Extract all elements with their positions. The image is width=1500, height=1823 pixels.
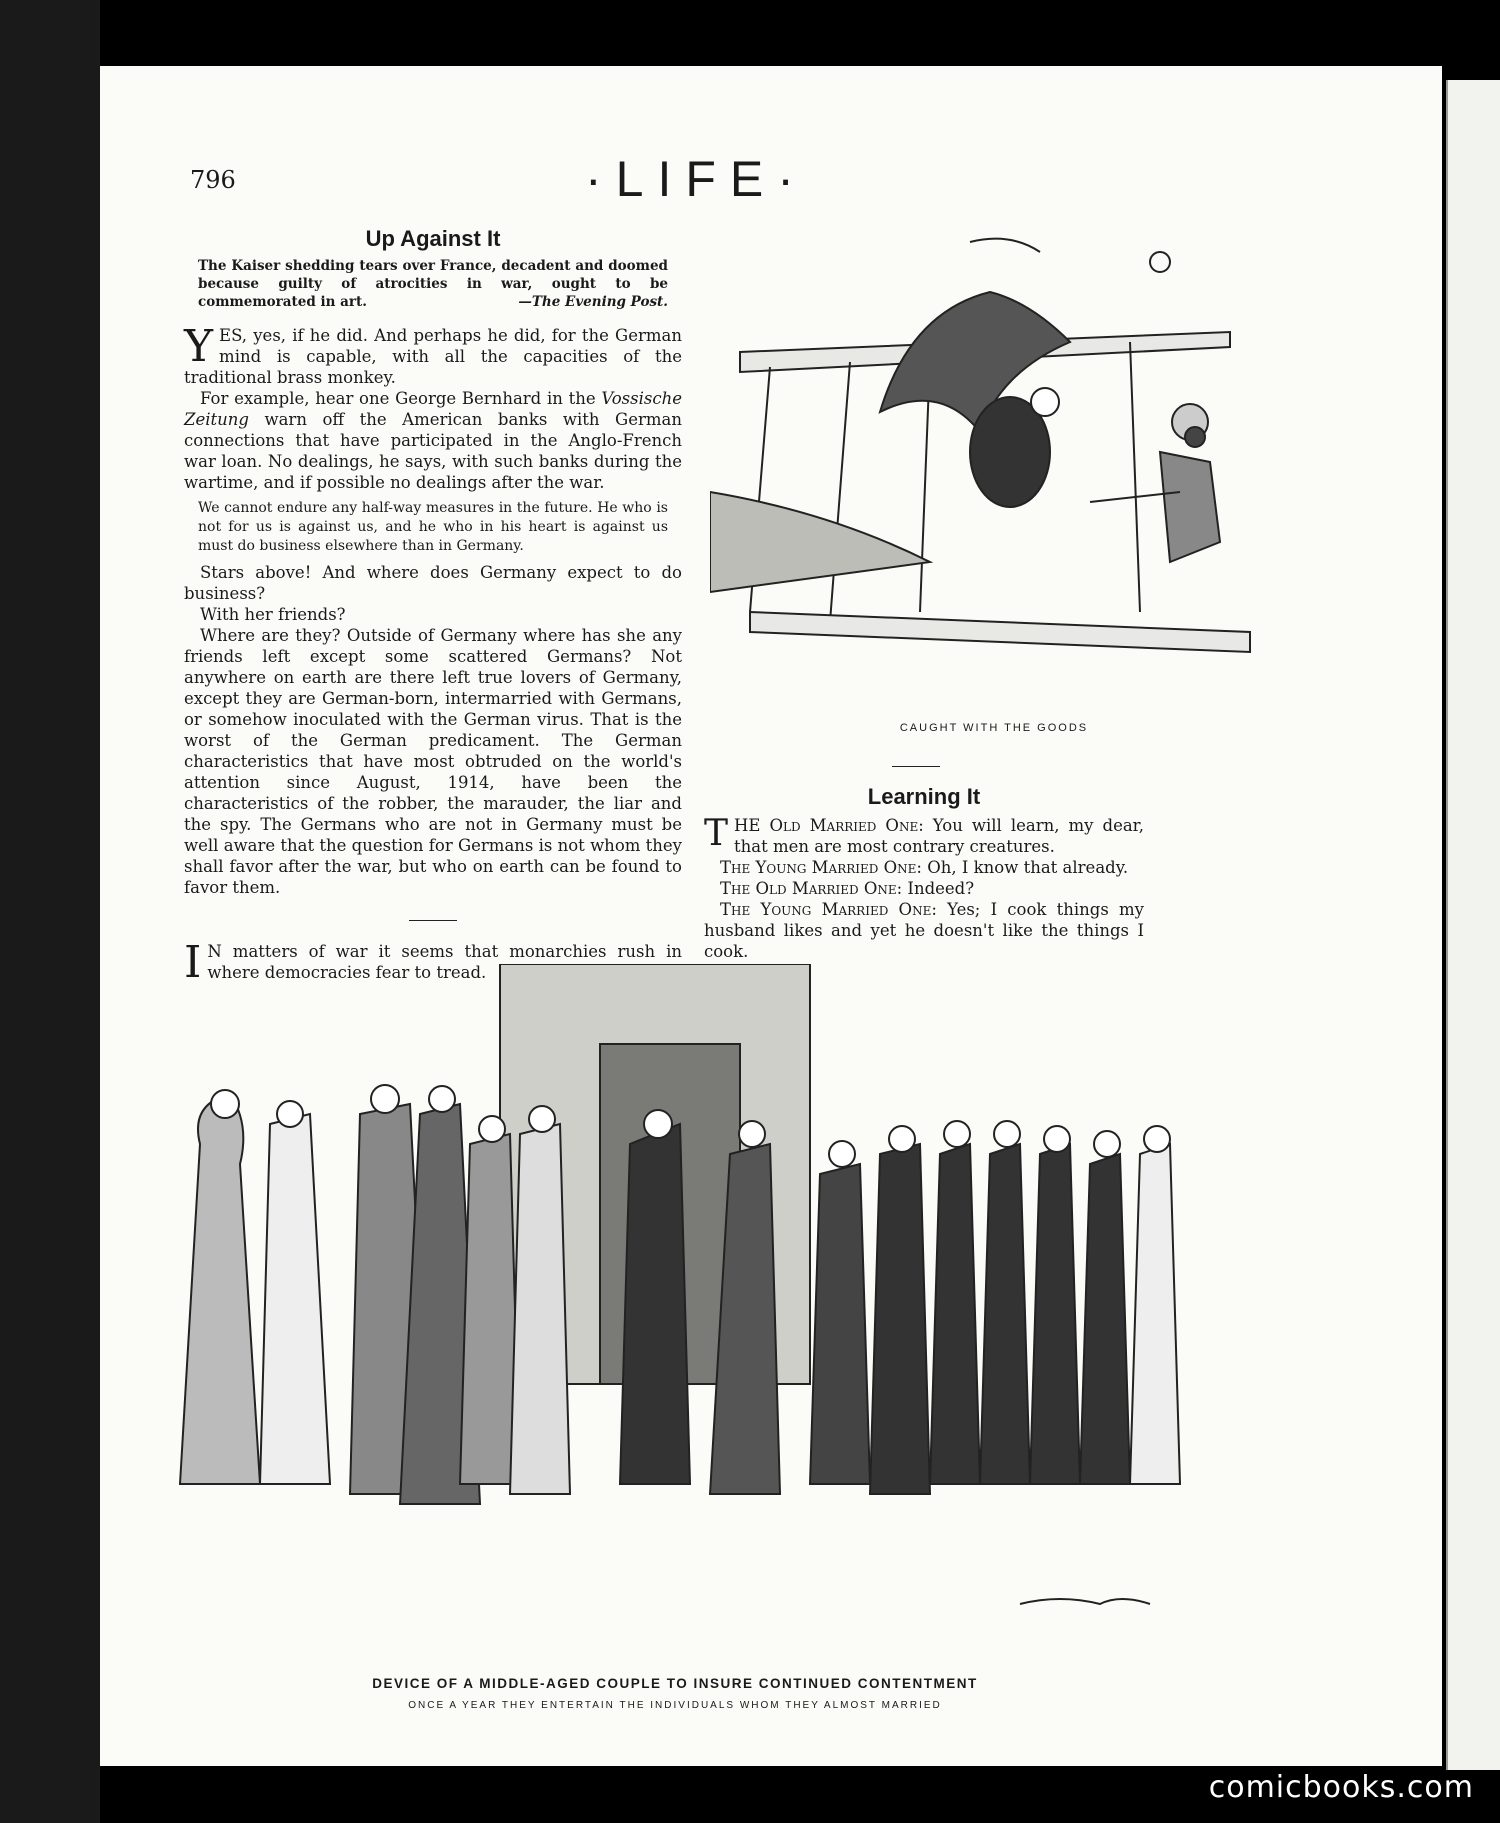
article-learning-it — [704, 786, 1144, 962]
paragraph: With her friends? — [200, 605, 346, 624]
cartoon-caption: DEVICE OF A MIDDLE-AGED COUPLE TO INSURE CONTINUED CONTENTMENT — [372, 1676, 978, 1691]
paragraph: Stars above! And where does Germany expect to do business? — [184, 563, 682, 603]
dialogue-line — [704, 857, 1144, 878]
cartoon-eagle-airplane — [710, 232, 1270, 702]
line-text: You will learn, my dear, that men are most contrary creatures. — [734, 816, 1144, 856]
next-page-edge — [1446, 80, 1500, 1770]
speaker: The Old Married One: — [720, 879, 903, 898]
paragraph-text: ES, yes, if he did. And perhaps he did, for the German mind is capable, with all the capacities of the traditional brass monkey. — [184, 326, 682, 387]
speaker: HE Old Married One: — [734, 816, 924, 835]
paragraph-text: N matters of war it seems that monarchies rush in where democracies fear to tread. — [207, 942, 682, 982]
line-text: Yes; I cook things my husband likes and yet he doesn't like the things I cook. — [704, 900, 1144, 961]
masthead: ·LIFE· — [585, 151, 808, 207]
drop-cap: T — [704, 813, 729, 854]
paragraph-text: For example, hear one George Bernhard in the — [200, 389, 602, 408]
paragraph: Where are they? Outside of Germany where has she any friends left except some scattered Germans? Not anywhere on earth are there left true lovers of Germany, except they are German-born, intermarried with Germans, or somehow inoculated with the German virus. That is the worst of the German predicament. The German characteristics that have most obtruded on the world's attention since August, 1914, have been the characteristics of the robber, the marauder, the liar and the spy. The Germans who are not in Germany must be well aware that the question for Germans is not whom they shall favor after the war, but who on earth can be found to favor them. — [184, 626, 682, 897]
section-divider — [892, 766, 940, 767]
paragraph-text: warn off the American banks with German connections that have participated in the Anglo-French war loan. No dealings, he says, with such banks during the wartime, and if possible no dealings after the war. — [184, 410, 682, 492]
epigraph-text: The Kaiser shedding tears over France, decadent and doomed because guilty of atrocities in war, ought to be commemorated in art. — [198, 258, 668, 310]
cartoon-subcaption: ONCE A YEAR THEY ENTERTAIN THE INDIVIDUALS WHOM THEY ALMOST MARRIED — [408, 1700, 942, 1711]
drop-cap: I — [184, 937, 202, 988]
paragraph — [184, 388, 682, 493]
speaker: The Young Married One: — [720, 858, 922, 877]
section-divider — [409, 920, 457, 921]
epigraph-source: —The Evening Post. — [518, 294, 668, 310]
line-text: Indeed? — [902, 879, 975, 898]
line-text: Oh, I know that already. — [922, 858, 1129, 877]
article-title: Learning It — [867, 784, 981, 809]
article-up-against-it — [184, 226, 682, 988]
dialogue-line — [704, 878, 1144, 899]
article-title: Up Against It — [365, 226, 501, 251]
drop-cap: Y — [184, 321, 214, 372]
dialogue-line — [704, 815, 1144, 857]
cartoon-caption: CAUGHT WITH THE GOODS — [899, 722, 1089, 734]
dialogue-line — [704, 899, 1144, 962]
cartoon-party-scene — [160, 964, 1190, 1668]
speaker: The Young Married One: — [720, 900, 937, 919]
page-number: 796 — [190, 166, 236, 194]
block-quote: We cannot endure any half-way measures in the future. He who is not for us is against us, and he who in his heart is against us must do business elsewhere than in Germany. — [198, 500, 668, 554]
paragraph — [184, 321, 682, 388]
site-watermark: comicbooks.com — [1208, 1770, 1474, 1805]
scan-margin — [0, 0, 100, 1823]
epigraph — [198, 257, 668, 311]
newspaper-name: Vossische Zeitung — [184, 389, 682, 429]
